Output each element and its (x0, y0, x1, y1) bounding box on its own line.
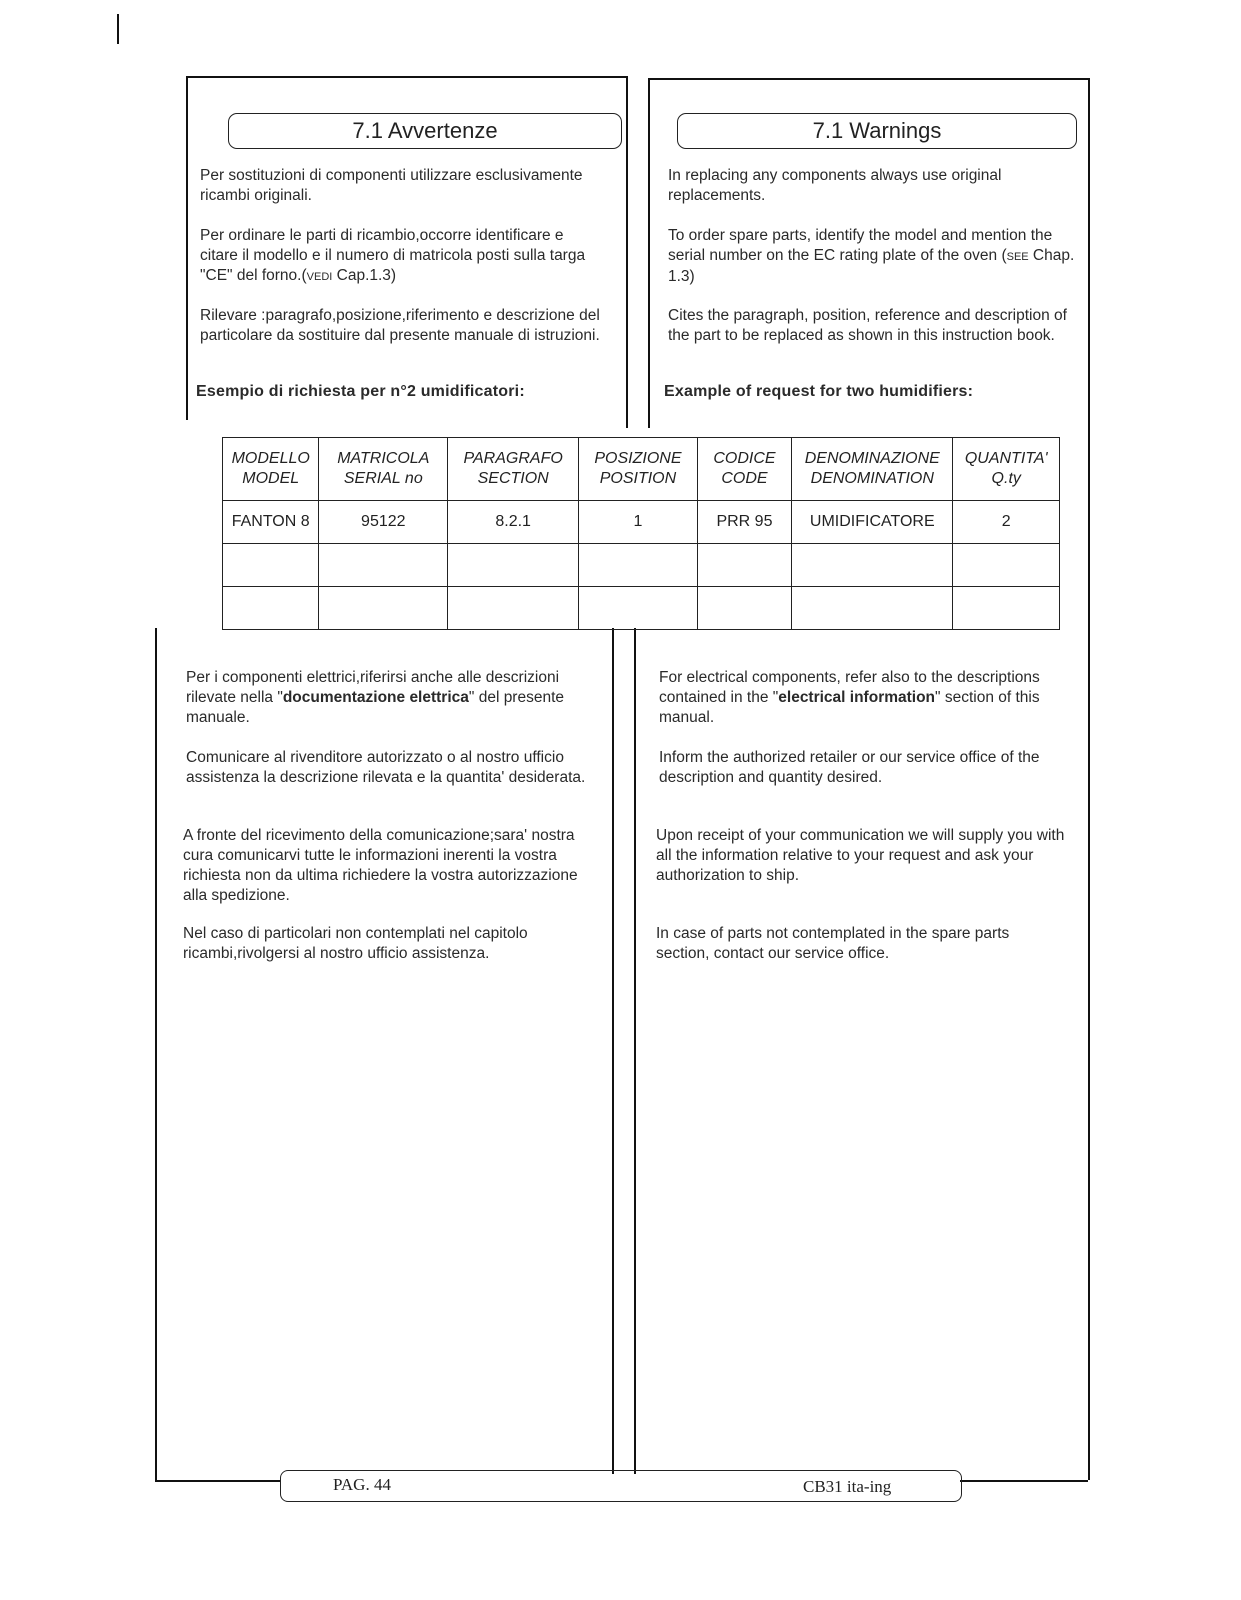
para-it-2 (200, 226, 600, 287)
col-serial: MATRICOLA SERIAL no (319, 438, 448, 501)
heading-italian-text: 7.1 Avvertenze (352, 118, 498, 143)
para-it-4: Per i componenti elettrici,riferirsi anche alle descrizioni rilevate nella "documentazione elettrica" del presente manuale. (186, 669, 565, 726)
center-frame-right-top (648, 78, 650, 428)
cell-serial: 95122 (319, 501, 448, 544)
para-it-6: A fronte del ricevimento della comunicazione;sara' nostra cura comunicarvi tutte le informazioni inerenti la vostra richiesta non da ultima richiedere la vostra autorizzazione alla spedizione. (183, 827, 578, 904)
top-right-frame (648, 78, 1088, 80)
para-en-6: Upon receipt of your communication we will supply you with all the information relative to your request and ask your authorization to ship. (656, 827, 1065, 884)
top-left-frame (186, 76, 626, 78)
cell-quantity: 2 (953, 501, 1060, 544)
footer-document-code: CB31 ita-ing (803, 1477, 892, 1496)
left-frame-top (186, 76, 188, 420)
para-en-7: In case of parts not contemplated in the spare parts section, contact our service office. (656, 925, 1010, 962)
center-frame-right-bottom (634, 628, 636, 1474)
para-en-3: Cites the paragraph, position, reference and description of the part to be replaced as shown in this instruction book. (668, 307, 1067, 344)
cell-denomination: UMIDIFICATORE (792, 501, 953, 544)
para-en-2-ref: Chap. 1.3) (668, 247, 1075, 285)
para-en-4-bold: electrical information (778, 689, 936, 706)
para-it-7: Nel caso di particolari non contemplati nel capitolo ricambi,rivolgersi al nostro ufficio assistenza. (183, 925, 528, 962)
para-en-5: Inform the authorized retailer or our service office of the description and quantity desired. (659, 749, 1040, 786)
footer-page-number: PAG. 44 (333, 1475, 391, 1494)
para-it-2-text: Per ordinare le parti di ricambio,occorre identificare e citare il modello e il numero di matricola posti sulla targa "CE" del forno.( (200, 227, 586, 284)
right-frame (1088, 78, 1090, 1480)
col-section: PARAGRAFO SECTION (448, 438, 579, 501)
request-table (222, 437, 1060, 630)
col-code: CODICE CODE (697, 438, 791, 501)
para-en-2-text: To order spare parts, identify the model and mention the serial number on the EC rating plate of the oven ( (668, 227, 1053, 264)
para-it-2-ref: Cap.1.3) (332, 267, 397, 284)
table-row (223, 587, 1060, 630)
para-en-4: For electrical components, refer also to the descriptions contained in the "electrical information" section of this manual. (659, 669, 1040, 726)
heading-italian (228, 113, 622, 149)
para-it-5: Comunicare al rivenditore autorizzato o al nostro ufficio assistenza la descrizione rilevata e la quantita' desiderata. (186, 749, 586, 786)
example-english: Example of request for two humidifiers: (664, 383, 974, 400)
col-quantity: QUANTITA' Q.ty (953, 438, 1060, 501)
scan-mark (117, 14, 119, 44)
center-frame-left-bottom (612, 628, 614, 1474)
right-bottom-frame (960, 1480, 1088, 1482)
cell-position: 1 (579, 501, 698, 544)
para-it-2-ref-small: VEDI (306, 271, 333, 283)
cell-code: PRR 95 (697, 501, 791, 544)
para-it-3: Rilevare :paragrafo,posizione,riferimento e descrizione del particolare da sostituire dal presente manuale di istruzioni. (200, 307, 600, 344)
para-en-1: In replacing any components always use original replacements. (668, 167, 1002, 204)
left-frame-bottom (155, 628, 157, 1481)
center-frame-left-top (626, 76, 628, 428)
col-denomination: DENOMINAZIONE DENOMINATION (792, 438, 953, 501)
heading-english (677, 113, 1077, 149)
para-it-1: Per sostituzioni di componenti utilizzare esclusivamente ricambi originali. (200, 167, 583, 204)
cell-section: 8.2.1 (448, 501, 579, 544)
left-bottom-frame (155, 1480, 280, 1482)
col-model: MODELLO MODEL (223, 438, 319, 501)
col-position: POSIZIONE POSITION (579, 438, 698, 501)
cell-model: FANTON 8 (223, 501, 319, 544)
table-header-row (223, 438, 1060, 501)
para-it-4-bold: documentazione elettrica (282, 689, 469, 706)
para-en-2-ref-small: SEE (1006, 251, 1029, 263)
table-row (223, 501, 1060, 544)
example-italian: Esempio di richiesta per n°2 umidificatori: (196, 383, 525, 400)
para-en-2 (668, 226, 1088, 287)
heading-english-text: 7.1 Warnings (812, 118, 942, 143)
table-row (223, 544, 1060, 587)
